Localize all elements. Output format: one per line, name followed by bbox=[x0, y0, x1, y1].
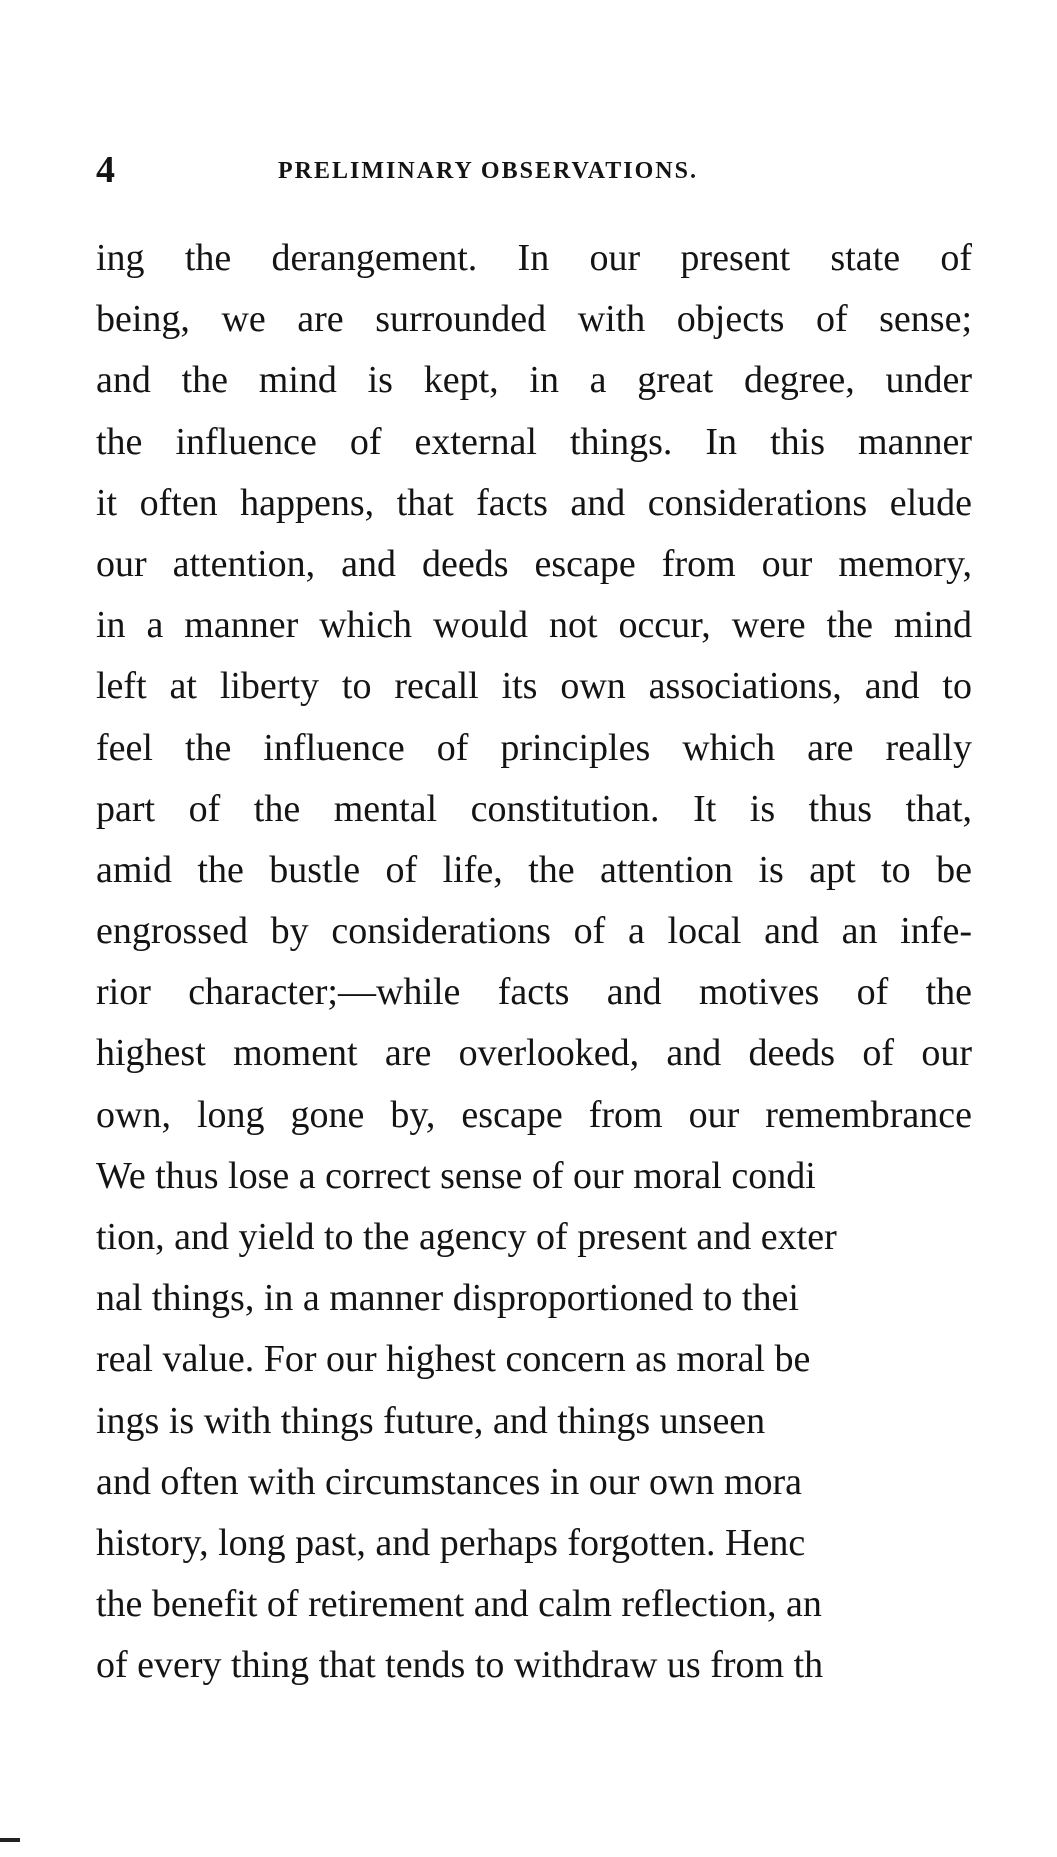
text-line: We thus lose a correct sense of our moral condi bbox=[96, 1154, 816, 1197]
text-line: highest moment are overlooked, and deeds of our bbox=[96, 1032, 972, 1075]
text-line: ing the derangement. In our present state of bbox=[96, 237, 972, 279]
text-line: in a manner which would not occur, were the mind bbox=[96, 604, 972, 647]
text-line: and often with circumstances in our own mora bbox=[96, 1460, 802, 1503]
text-line: ings is with things future, and things unseen bbox=[96, 1399, 766, 1442]
text-line: of every thing that tends to withdraw us from th bbox=[96, 1644, 824, 1687]
text-line: part of the mental constitution. It is thus that, bbox=[96, 787, 972, 830]
text-line: nal things, in a manner disproportioned to thei bbox=[96, 1277, 799, 1320]
running-head bbox=[96, 150, 974, 190]
text-line: engrossed by considerations of a local and an infe- bbox=[96, 910, 972, 953]
text-line: feel the influence of principles which are really bbox=[96, 726, 972, 769]
text-line: and the mind is kept, in a great degree, under bbox=[96, 359, 972, 402]
text-line: tion, and yield to the agency of present and exter bbox=[96, 1216, 837, 1258]
text-line: amid the bustle of life, the attention is apt to be bbox=[96, 848, 972, 891]
running-title: PRELIMINARY OBSERVATIONS. bbox=[278, 158, 698, 184]
text-line: our attention, and deeds escape from our memory, bbox=[96, 542, 972, 585]
text-line: own, long gone by, escape from our remembrance bbox=[96, 1093, 972, 1136]
text-line: left at liberty to recall its own associations, and to bbox=[96, 665, 972, 708]
page-number: 4 bbox=[96, 149, 115, 191]
text-line: history, long past, and perhaps forgotten. Henc bbox=[96, 1521, 806, 1564]
text-line: rior character;—while facts and motives of the bbox=[96, 971, 972, 1014]
text-line: real value. For our highest concern as moral be bbox=[96, 1338, 811, 1381]
scan-edge-mark bbox=[0, 1838, 20, 1842]
text-line: it often happens, that facts and considerations elude bbox=[96, 481, 972, 524]
body-text bbox=[96, 228, 972, 1697]
text-line: the benefit of retirement and calm reflection, an bbox=[96, 1583, 822, 1626]
text-line: being, we are surrounded with objects of sense; bbox=[96, 298, 972, 341]
text-line: the influence of external things. In this manner bbox=[96, 420, 972, 463]
